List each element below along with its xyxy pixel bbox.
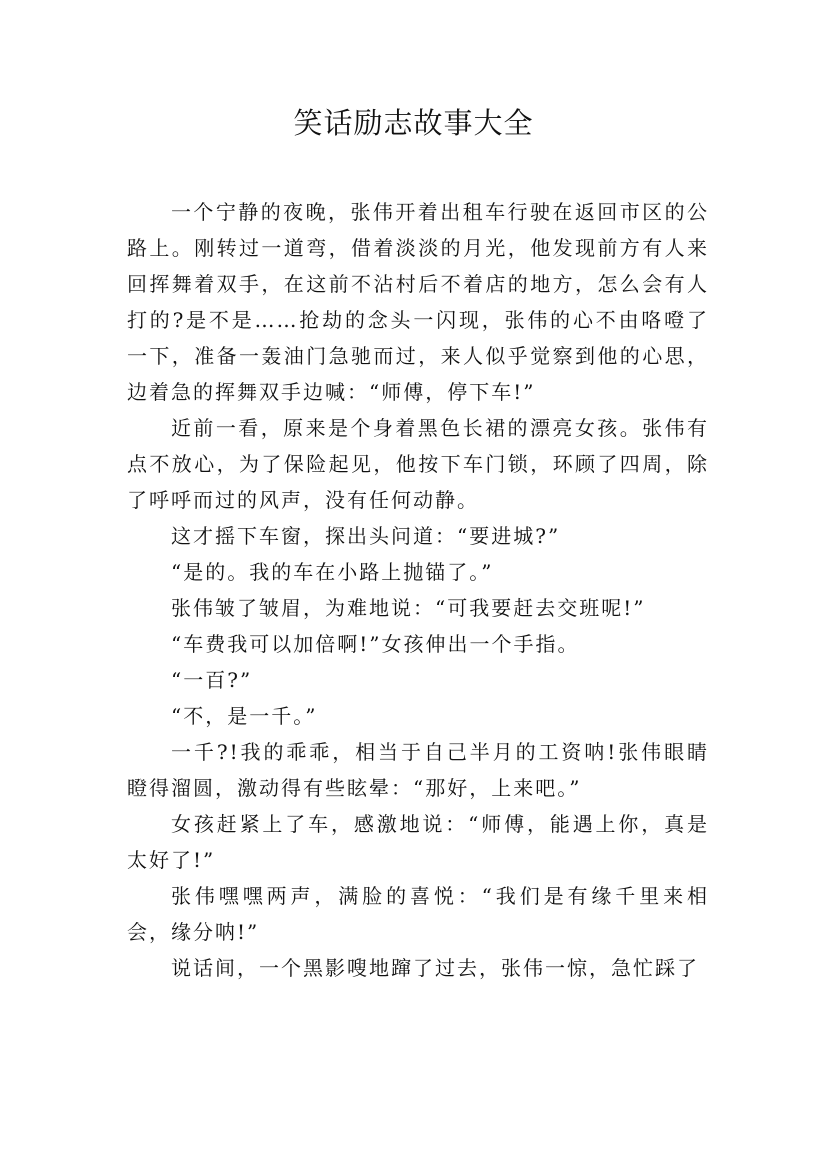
document-title: 笑话励志故事大全 xyxy=(293,106,534,140)
paragraph: 张伟嘿嘿两声，满脸的喜悦：“我们是有缘千里来相会，缘分呐!” xyxy=(127,884,709,944)
paragraph: 张伟皱了皱眉，为难地说：“可我要赶去交班呢!” xyxy=(171,596,646,620)
paragraph: “一百?” xyxy=(171,668,253,692)
paragraph: “不，是一千。” xyxy=(171,704,318,728)
paragraph: 女孩赶紧上了车，感激地说：“师傅，能遇上你，真是太好了!” xyxy=(127,812,709,872)
paragraph: 这才摇下车窗，探出头问道：“要进城?” xyxy=(171,524,561,548)
document-body xyxy=(127,194,709,986)
paragraph: 一千?!我的乖乖，相当于自己半月的工资呐!张伟眼睛瞪得溜圆，激动得有些眩晕：“那好，上来吧。” xyxy=(127,740,709,800)
paragraph: 近前一看，原来是个身着黑色长裙的漂亮女孩。张伟有点不放心，为了保险起见，他按下车门锁，环顾了四周，除了呼呼而过的风声，没有任何动静。 xyxy=(127,416,709,512)
paragraph: “是的。我的车在小路上抛锚了。” xyxy=(171,560,494,584)
paragraph: “车费我可以加倍啊!”女孩伸出一个手指。 xyxy=(171,632,580,656)
paragraph: 一个宁静的夜晚，张伟开着出租车行驶在返回市区的公路上。刚转过一道弯，借着淡淡的月光，他发现前方有人来回挥舞着双手，在这前不沾村后不着店的地方，怎么会有人打的?是不是……抢劫的念头一闪现，张伟的心不由咯噔了一下，准备一轰油门急驰而过，来人似乎觉察到他的心思，边着急的挥舞双手边喊：“师傅，停下车!” xyxy=(127,200,709,404)
paragraph: 说话间，一个黑影嗖地蹿了过去，张伟一惊，急忙踩了 xyxy=(171,956,699,980)
